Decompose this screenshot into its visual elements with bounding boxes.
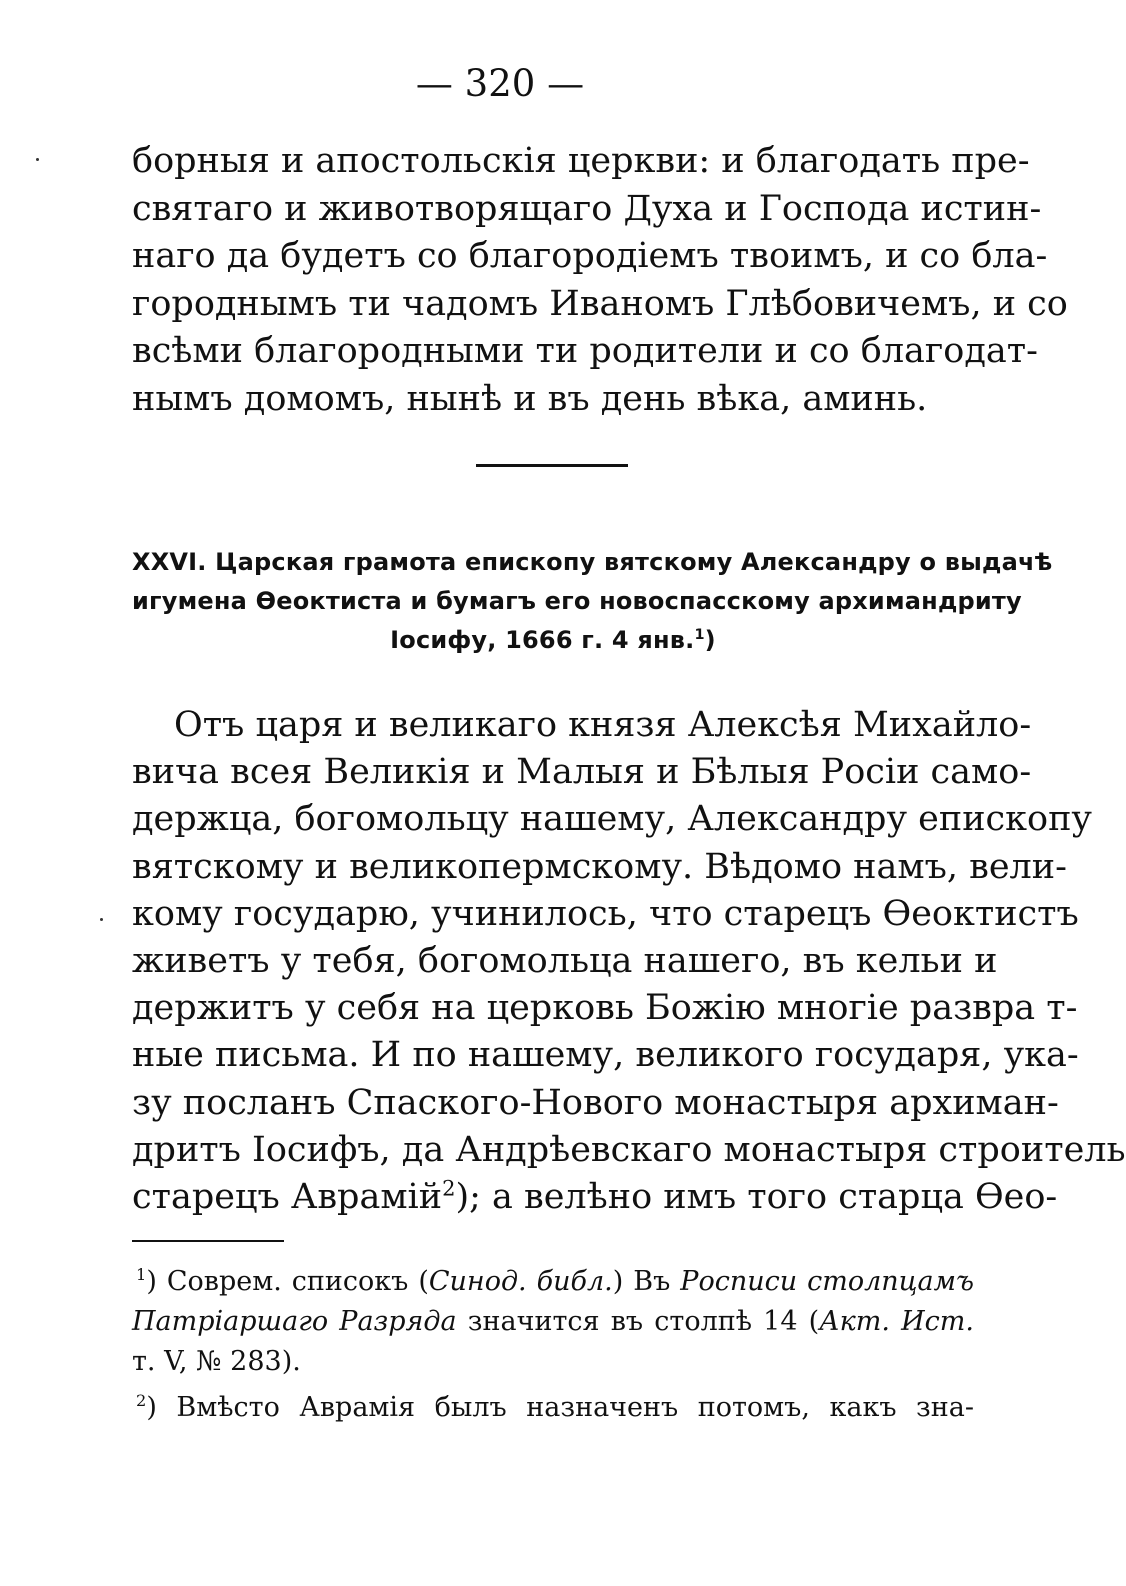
top-paragraph [132, 138, 1068, 424]
footnote-source: Акт. Ист. [819, 1306, 974, 1337]
scan-speck [36, 158, 39, 161]
text-line-last [132, 1174, 1058, 1221]
footnote-text: значится въ столпѣ 14 ( [456, 1306, 820, 1337]
text-line: Отъ царя и великаго князя Алексѣя Михайло- [174, 705, 1032, 745]
footnote-1-line [132, 1302, 974, 1342]
text-line: борныя и апостольскія церкви: и благодать пре- [132, 141, 1030, 181]
footnote-source: Патріаршаго Разряда [132, 1306, 457, 1337]
text-line: дритъ Іосифъ, да Андрѣевскаго монастыря строитель [132, 1129, 1126, 1170]
scan-speck [100, 918, 103, 921]
footnote-source: Синод. библ. [428, 1266, 613, 1297]
text-line: зу посланъ Спаского-Нового монастыря архиман- [132, 1082, 1059, 1123]
footnote-text: ) Соврем. списокъ ( [146, 1266, 429, 1297]
text-line: вича всея Великія и Малыя и Бѣлыя Росіи само- [132, 752, 1032, 793]
footnote-divider [132, 1240, 284, 1242]
text-line: нымъ домомъ, нынѣ и въ день вѣка, аминь. [132, 378, 928, 419]
footnote-2-line [132, 1388, 974, 1428]
heading-line: игумена Ѳеоктиста и бумагъ его новоспасскому архимандриту [132, 587, 1022, 615]
text-segment: ); а велѣно имъ того старца Ѳео- [455, 1176, 1058, 1217]
heading-line-text: Іосифу, 1666 г. 4 янв. [390, 626, 695, 654]
footnotes [132, 1262, 974, 1428]
heading-closing: ) [704, 626, 716, 654]
text-line: вятскому и великопермскому. Вѣдомо намъ, вели- [132, 846, 1067, 887]
footnote-1-line: т. V, № 283). [132, 1346, 301, 1377]
text-line: держца, богомольцу нашему, Александру епископу [132, 799, 1093, 840]
text-line: ные письма. И по нашему, великого государя, ука- [132, 1035, 1079, 1076]
text-line: святаго и животворящаго Духа и Господа истин- [132, 188, 1042, 229]
footnote-mark: 1 [136, 1265, 147, 1284]
footnote-source: Росписи столпцамъ [680, 1266, 974, 1297]
footnote-1-line [132, 1262, 974, 1302]
section-divider [476, 464, 628, 467]
text-segment: старецъ Аврамій [132, 1176, 443, 1217]
footnote-ref: 2 [442, 1176, 456, 1201]
footnote-text: ) Въ [612, 1266, 681, 1297]
text-line: наго да будетъ со благородіемъ твоимъ, и со бла- [132, 236, 1048, 277]
heading-line-last [132, 621, 974, 660]
text-line: живетъ у тебя, богомольца нашего, въ кельи и [132, 940, 998, 981]
footnote-text: ) Вмѣсто Аврамія былъ назначенъ потомъ, какъ зна- [146, 1392, 974, 1423]
text-line: держитъ у себя на церковь Божію многіе развра т- [132, 988, 1078, 1029]
text-line: городнымъ ти чадомъ Иваномъ Глѣбовичемъ, и со [132, 283, 1068, 324]
heading-line: XXVI. Царская грамота епископу вятскому Александру о выдачѣ [132, 548, 1053, 576]
page-number: — 320 — [415, 62, 585, 105]
main-paragraph [132, 702, 1126, 1221]
document-heading [132, 543, 1053, 660]
text-line: всѣми благородными ти родители и со благодат- [132, 331, 1038, 372]
footnote-mark: 2 [136, 1391, 147, 1410]
footnote-ref: 1 [694, 627, 705, 643]
text-line: кому государю, учинилось, что старецъ Ѳеоктистъ [132, 893, 1079, 934]
